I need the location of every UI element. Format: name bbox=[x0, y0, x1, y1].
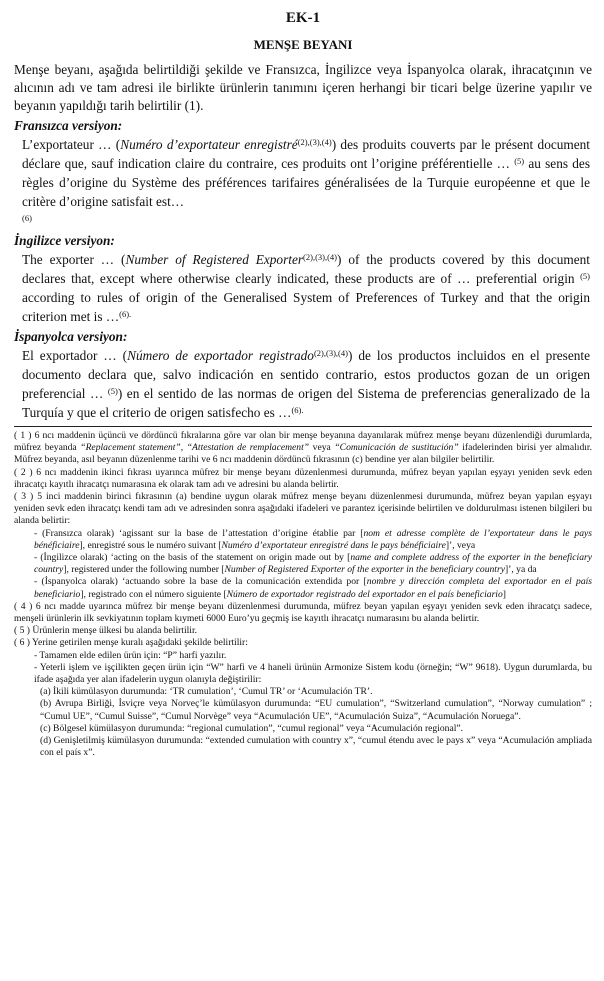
italic-segment: name and complete address of the exporter in the beneficiary country bbox=[34, 552, 592, 576]
spanish-version-text bbox=[14, 346, 592, 422]
footnote-3-french bbox=[14, 528, 592, 552]
footnote-2: ( 2 ) 6 ncı maddenin ikinci fıkrası uyarınca müfrez bir menşe beyanı düzenlenmesi durumunda, müfrez beyan yapılan eşyayı yeniden sevk eden ihracatçı kayıtlı ihracatçı numarasına ek olarak tam adı ve adresini bu alanda belirtir. bbox=[14, 466, 592, 490]
text-segment: ], registrado con el número siguiente [ bbox=[80, 588, 227, 600]
text-segment: ) en el sentido de las normas de origen del Sistema de preferencias generalizado de la Turquía y que el criterio de origen satisfecho es … bbox=[22, 386, 590, 420]
footnote-ref: (5) bbox=[514, 156, 525, 166]
footnote-6-item-w: - Yeterli işlem ve işçilikten geçen ürün için “W” harfi ve 4 haneli ürünün Armonize Sistem kodu (örneğin; “W” 9618). Uygun durumlarda, bu ifade aşağıda yer alan ifadelerin uygun olanıyla değiştirilir: bbox=[34, 661, 592, 686]
footnote-6-option-d: (d) Genişletilmiş kümülasyon durumunda: “extended cumulation with country x”, “cumul étendu avec le pays x” veya “Acumulación ampliada con el país x”. bbox=[40, 735, 592, 759]
french-version-text bbox=[14, 135, 592, 230]
footnote-6-option-a: (a) İkili kümülasyon durumunda: ‘TR cumulation’, ‘Cumul TR’ or ‘Acumulación TR’. bbox=[40, 686, 373, 698]
footnote-ref: (6). bbox=[291, 405, 304, 415]
footnote-3-english bbox=[14, 552, 592, 576]
text-segment: according to rules of origin of the Generalised System of Preferences of Turkey and that the origin criterion met is … bbox=[22, 290, 590, 324]
spanish-version-title: İspanyolca versiyon: bbox=[14, 329, 128, 344]
text-segment: ) de los productos incluidos en el presente documento declara que, salvo indicación en sentido contrario, estos productos gozan de un origen preferencial … bbox=[22, 348, 590, 401]
text-segment: au sens des règles d’origine du Système des préférences tarifaires généralisées de la Turquie européenne et que le critère d’origine satisfait est… bbox=[22, 156, 590, 209]
footnote-4: ( 4 ) 6 ncı madde uyarınca müfrez bir menşe beyanı düzenlenmesi durumunda, müfrez beyan yapılan eşyayı yeniden sevk eden ihracatçı sadece, menşeli ürünlerin ilk sevkiyatının toplam kıymeti 6000 Euro’yu geçmiş ise kayıtlı ihracatçı numarasını bu alanda belirtir. bbox=[14, 600, 592, 625]
english-version-text bbox=[14, 250, 592, 326]
footnote-ref: (5) bbox=[580, 271, 590, 281]
italic-segment: Número de exportador registrado bbox=[127, 348, 314, 363]
annex-title: EK-1 bbox=[285, 10, 321, 26]
text-segment: - (İngilizce olarak) ‘acting on the basis of the statement on origin made out by [ bbox=[34, 552, 351, 564]
text-segment: ], registered under the following number [ bbox=[63, 564, 225, 576]
italic-segment: Número de exportador registrado del exportador en el país beneficiario bbox=[226, 588, 503, 600]
italic-segment: nom et adresse complète de l’exportateur dans le pays bénéficiaire bbox=[34, 527, 592, 551]
text-segment: ], enregistré sous le numéro suivant [ bbox=[79, 539, 222, 551]
french-version-title: Fransızca versiyon: bbox=[14, 118, 123, 133]
footnote-ref: (2),(3),(4) bbox=[297, 137, 332, 147]
intro-paragraph: Menşe beyanı, aşağıda belirtildiği şekilde ve Fransızca, İngilizce veya İspanyolca olarak, ihracatçının ve alıcının adı ve tam adresi ile birlikte ürünlerin tanımını içeren herhangi bir ticari belge üzerine yapılır ve beyanın yapıldığı tarih belirtilir (1). bbox=[14, 62, 592, 113]
text-segment: ifadelerinden birisi yer almalıdır. Müfrez beyanda, asıl beyanın düzenlenme tarihi ve 6 ncı maddenin dördüncü fıkrasının (c) bendine yer alan bilgiler belirtilir. bbox=[14, 442, 592, 466]
text-segment: ] bbox=[502, 588, 506, 600]
footnote-ref: (6). bbox=[119, 309, 132, 319]
italic-segment: Numéro d’exportateur enregistré dans le pays bénéficiaire bbox=[221, 539, 446, 551]
text-segment: ) of the products covered by this document declares that, except where otherwise clearly indicated, these products are of … preferential origin bbox=[22, 252, 590, 286]
italic-segment: Number of Registered Exporter bbox=[125, 252, 304, 267]
footnote-1 bbox=[14, 430, 592, 467]
footnote-6-item-p: - Tamamen elde edilen ürün için: “P” harfi yazılır. bbox=[34, 649, 227, 661]
italic-segment: “Replacement statement”, “Attestation de remplacement” bbox=[80, 442, 310, 454]
text-segment: - (İspanyolca olarak) ‘actuando sobre la base de la comunicación extendida por [ bbox=[34, 576, 367, 588]
footnote-ref: (5) bbox=[107, 386, 118, 396]
footnote-3: ( 3 ) 5 inci maddenin birinci fıkrasının (a) bendine uygun olarak müfrez menşe beyanı düzenlenmesi durumunda, müfrez beyan yapılan eşyayı yeniden sevk eden ihracatçı kendi tam adı ve adresinden sonra aşağıdaki ifadeleri ve parantez içerisinde belirtilen ve doldurulması istenen bilgileri bu alanda belirtir: bbox=[14, 491, 592, 527]
text-segment: The exporter … ( bbox=[22, 252, 126, 267]
footnote-divider bbox=[14, 426, 592, 427]
text-segment: ( 1 ) 6 ncı maddenin üçüncü ve dördüncü fıkralarına göre var olan bir menşe beyanına dayanılarak müfrez menşe beyanı düzenlendiği durumlarda, müfrez beyanda bbox=[14, 430, 592, 454]
document-page bbox=[0, 10, 604, 981]
italic-segment: Number of Registered Exporter of the exporter in the beneficiary country bbox=[224, 564, 505, 576]
footnote-ref: (2),(3),(4) bbox=[313, 348, 348, 358]
document-heading: MENŞE BEYANI bbox=[253, 37, 353, 52]
footnote-6-option-b: (b) Avrupa Birliği, İsviçre veya Norveç’le kümülasyon durumunda: “EU cumulation”, “Switzerland cumulation”, “Norway cumulation” ; “Cumul UE”, “Cumul Suisse”, “Cumul Norvège” veya “Acumulación UE”, “Acumulación Suiza”, “Acumulación Noruega”. bbox=[40, 698, 592, 722]
text-segment: ]’, veya bbox=[445, 539, 476, 551]
text-segment: ]’, ya da bbox=[504, 564, 537, 576]
footnote-6-option-c: (c) Bölgesel kümülasyon durumunda: “regional cumulation”, “cumul regional” veya “Acumulación regional”. bbox=[40, 722, 464, 734]
english-version-title: İngilizce versiyon: bbox=[14, 233, 115, 248]
footnote-3-spanish bbox=[14, 576, 592, 600]
text-segment: El exportador … ( bbox=[22, 348, 128, 363]
footnotes bbox=[14, 430, 592, 759]
footnote-6: ( 6 ) Yerine getirilen menşe kuralı aşağıdaki şekilde belirtilir: bbox=[14, 637, 248, 649]
text-segment: veya bbox=[309, 442, 335, 454]
italic-segment: Numéro d’exportateur enregistré bbox=[120, 137, 298, 152]
text-segment: ) des produits couverts par le présent document déclare que, sauf indication claire du contraire, ces produits ont l’origine préférentielle … bbox=[22, 137, 590, 171]
italic-segment: “Comunicación de sustitución” bbox=[334, 442, 459, 454]
italic-segment: nombre y dirección completa del exportador en el país beneficiario bbox=[34, 576, 593, 600]
footnote-ref: (2),(3),(4) bbox=[303, 252, 338, 262]
footnote-ref: (6) bbox=[22, 213, 32, 223]
text-segment: L’exportateur … ( bbox=[22, 137, 121, 152]
text-segment: - (Fransızca olarak) ‘agissant sur la base de l’attestation d’origine établie par [ bbox=[34, 527, 364, 539]
footnote-5: ( 5 ) Ürünlerin menşe ülkesi bu alanda belirtilir. bbox=[14, 625, 198, 637]
